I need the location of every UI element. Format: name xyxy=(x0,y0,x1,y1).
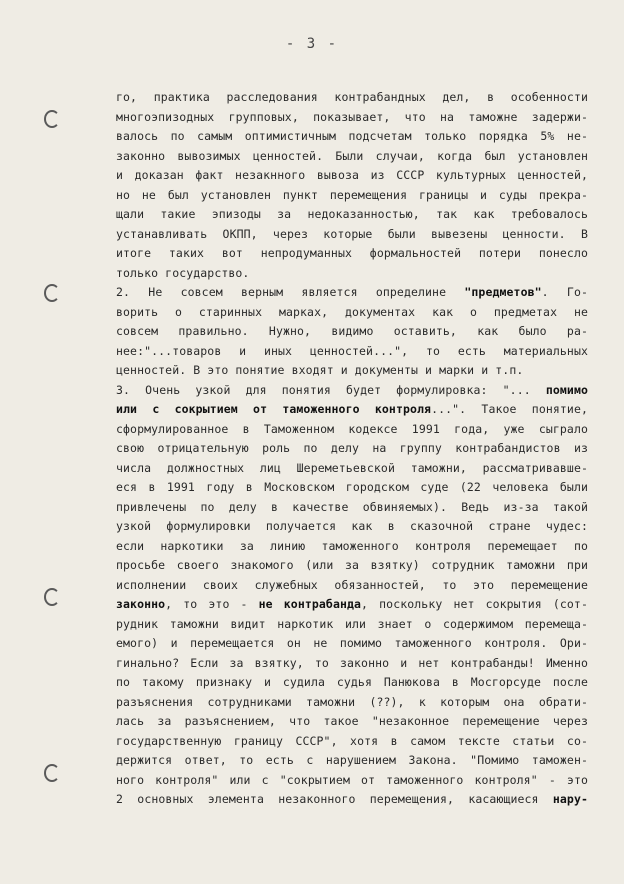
text-span: 3. Очень узкой для понятия будет формулировка: "... xyxy=(116,382,546,397)
text-span: но не был установлен пункт перемещения границы и суды прекра- xyxy=(116,187,588,202)
text-span: го, практика расследования контрабандных дел, в особенности xyxy=(116,90,588,104)
bold-text-span: или с сокрытием от таможенного контроля xyxy=(116,402,432,416)
text-span: ...". Такое понятие, xyxy=(431,402,588,416)
text-span: узкой формулировки получается как в сказочной стране чудес: xyxy=(116,519,588,533)
binder-hole-icon xyxy=(44,588,60,606)
text-line xyxy=(116,88,588,108)
bold-text-span: помимо xyxy=(545,382,588,397)
text-line xyxy=(116,517,588,537)
text-line xyxy=(116,264,588,284)
typed-body-text xyxy=(116,88,588,810)
text-span: сформулированное в Таможенном кодексе 1991 года, уже сыграло xyxy=(116,421,588,436)
text-span: . Го- xyxy=(541,285,588,299)
text-line xyxy=(116,673,588,693)
text-line xyxy=(116,751,588,771)
text-line xyxy=(116,420,588,440)
text-span: , то это - xyxy=(165,597,259,611)
text-line xyxy=(116,693,588,713)
text-span: законно вывозимых ценностей. Были случаи, когда был установлен xyxy=(116,148,588,163)
text-span: , поскольку нет сокрытия (сот- xyxy=(361,597,588,611)
text-span: держится ответ, то есть с нарушением Закона. "Помимо таможен- xyxy=(116,753,588,767)
text-span: исполнении своих служебных обязанностей, то это перемещение xyxy=(116,577,588,592)
text-line xyxy=(116,400,588,420)
text-line xyxy=(116,381,588,401)
binder-hole-icon xyxy=(44,764,60,782)
text-span: если наркотики за линию таможенного контроля перемещает по xyxy=(116,538,588,553)
text-line xyxy=(116,556,588,576)
text-line xyxy=(116,322,588,342)
binder-holes xyxy=(0,0,60,884)
bold-text-span: не контрабанда xyxy=(258,597,362,611)
binder-hole-icon xyxy=(44,110,60,128)
text-line xyxy=(116,439,588,459)
text-line xyxy=(116,205,588,225)
text-span: по такому признаку и судила судья Панюкова в Мосгорсуде после xyxy=(116,675,588,689)
text-line xyxy=(116,244,588,264)
text-span: ценностей. В это понятие входят и документы и марки и т.п. xyxy=(116,363,524,377)
text-line xyxy=(116,498,588,518)
text-line xyxy=(116,361,588,381)
text-span: нее:"...товаров и иных ценностей...", то есть материальных xyxy=(116,343,588,358)
text-span: ворить о старинных марках, документах как о предметах не xyxy=(116,304,588,319)
text-span: гинально? Если за взятку, то законно и нет контрабанды! Именно xyxy=(116,655,588,670)
text-span: итоге таких вот непродуманных формальностей потери понесло xyxy=(116,246,588,260)
text-span: валось по самым оптимистичным подсчетам только порядка 5% не- xyxy=(116,129,588,143)
binder-hole-icon xyxy=(44,284,60,302)
text-span: государственную границу СССР", хотя в самом тексте статьи со- xyxy=(116,733,588,748)
text-line xyxy=(116,459,588,479)
text-line xyxy=(116,108,588,128)
text-line xyxy=(116,342,588,362)
text-line xyxy=(116,654,588,674)
text-span: емого) и перемещается он не помимо таможенного контроля. Ори- xyxy=(116,636,588,650)
text-span: 2. Не совсем верным является определине xyxy=(116,285,465,299)
text-line xyxy=(116,225,588,245)
bold-text-span: "предметов" xyxy=(464,285,542,299)
text-line xyxy=(116,166,588,186)
text-span: и доказан факт незакнного вывоза из СССР культурных ценностей, xyxy=(116,168,588,182)
text-line xyxy=(116,771,588,791)
text-span: устанавливать ОКПП, через которые были вывезены ценности. В xyxy=(116,226,588,241)
text-span: щали такие эпизоды за недоказанностью, так как требовалось xyxy=(116,207,588,221)
text-line xyxy=(116,712,588,732)
text-span: еся в 1991 году в Московском городском суде (22 человека были xyxy=(116,480,588,494)
text-span: 2 основных элемента незаконного перемещения, касающиеся xyxy=(116,792,553,806)
text-line xyxy=(116,303,588,323)
text-line xyxy=(116,478,588,498)
text-line xyxy=(116,147,588,167)
text-span: числа должностных лиц Шереметьевской таможни, рассматривавше- xyxy=(116,460,588,475)
text-span: разъяснения сотрудниками таможни (??), к которым она обрати- xyxy=(116,694,588,709)
page-number: - 3 - xyxy=(285,36,339,52)
text-line xyxy=(116,732,588,752)
text-line xyxy=(116,615,588,635)
text-line xyxy=(116,186,588,206)
text-span: только государство. xyxy=(116,265,250,280)
text-span: свою отрицательную роль по делу на группу контрабандистов из xyxy=(116,441,588,455)
text-span: многоэпизодных групповых, показывает, что на таможне задержи- xyxy=(116,109,588,124)
text-line xyxy=(116,790,588,810)
bold-text-span: законно xyxy=(116,597,166,611)
text-span: просьбе своего знакомого (или за взятку) сотрудник таможни при xyxy=(116,558,588,572)
bold-text-span: нару- xyxy=(552,792,588,806)
text-line xyxy=(116,537,588,557)
text-span: лась за разъяснением, что такое "незаконное перемещение через xyxy=(116,714,588,728)
text-line xyxy=(116,576,588,596)
text-span: рудник таможни видит наркотик или знает о содержимом перемеща- xyxy=(116,616,588,631)
text-span: ного контроля" или с "сокрытием от таможенного контроля" - это xyxy=(116,772,588,787)
text-line xyxy=(116,595,588,615)
text-line xyxy=(116,634,588,654)
text-line xyxy=(116,283,588,303)
text-span: совсем правильно. Нужно, видимо оставить, как было ра- xyxy=(116,324,588,338)
text-line xyxy=(116,127,588,147)
text-span: привлечены по делу в качестве обвиняемых). Ведь из-за такой xyxy=(116,499,588,514)
